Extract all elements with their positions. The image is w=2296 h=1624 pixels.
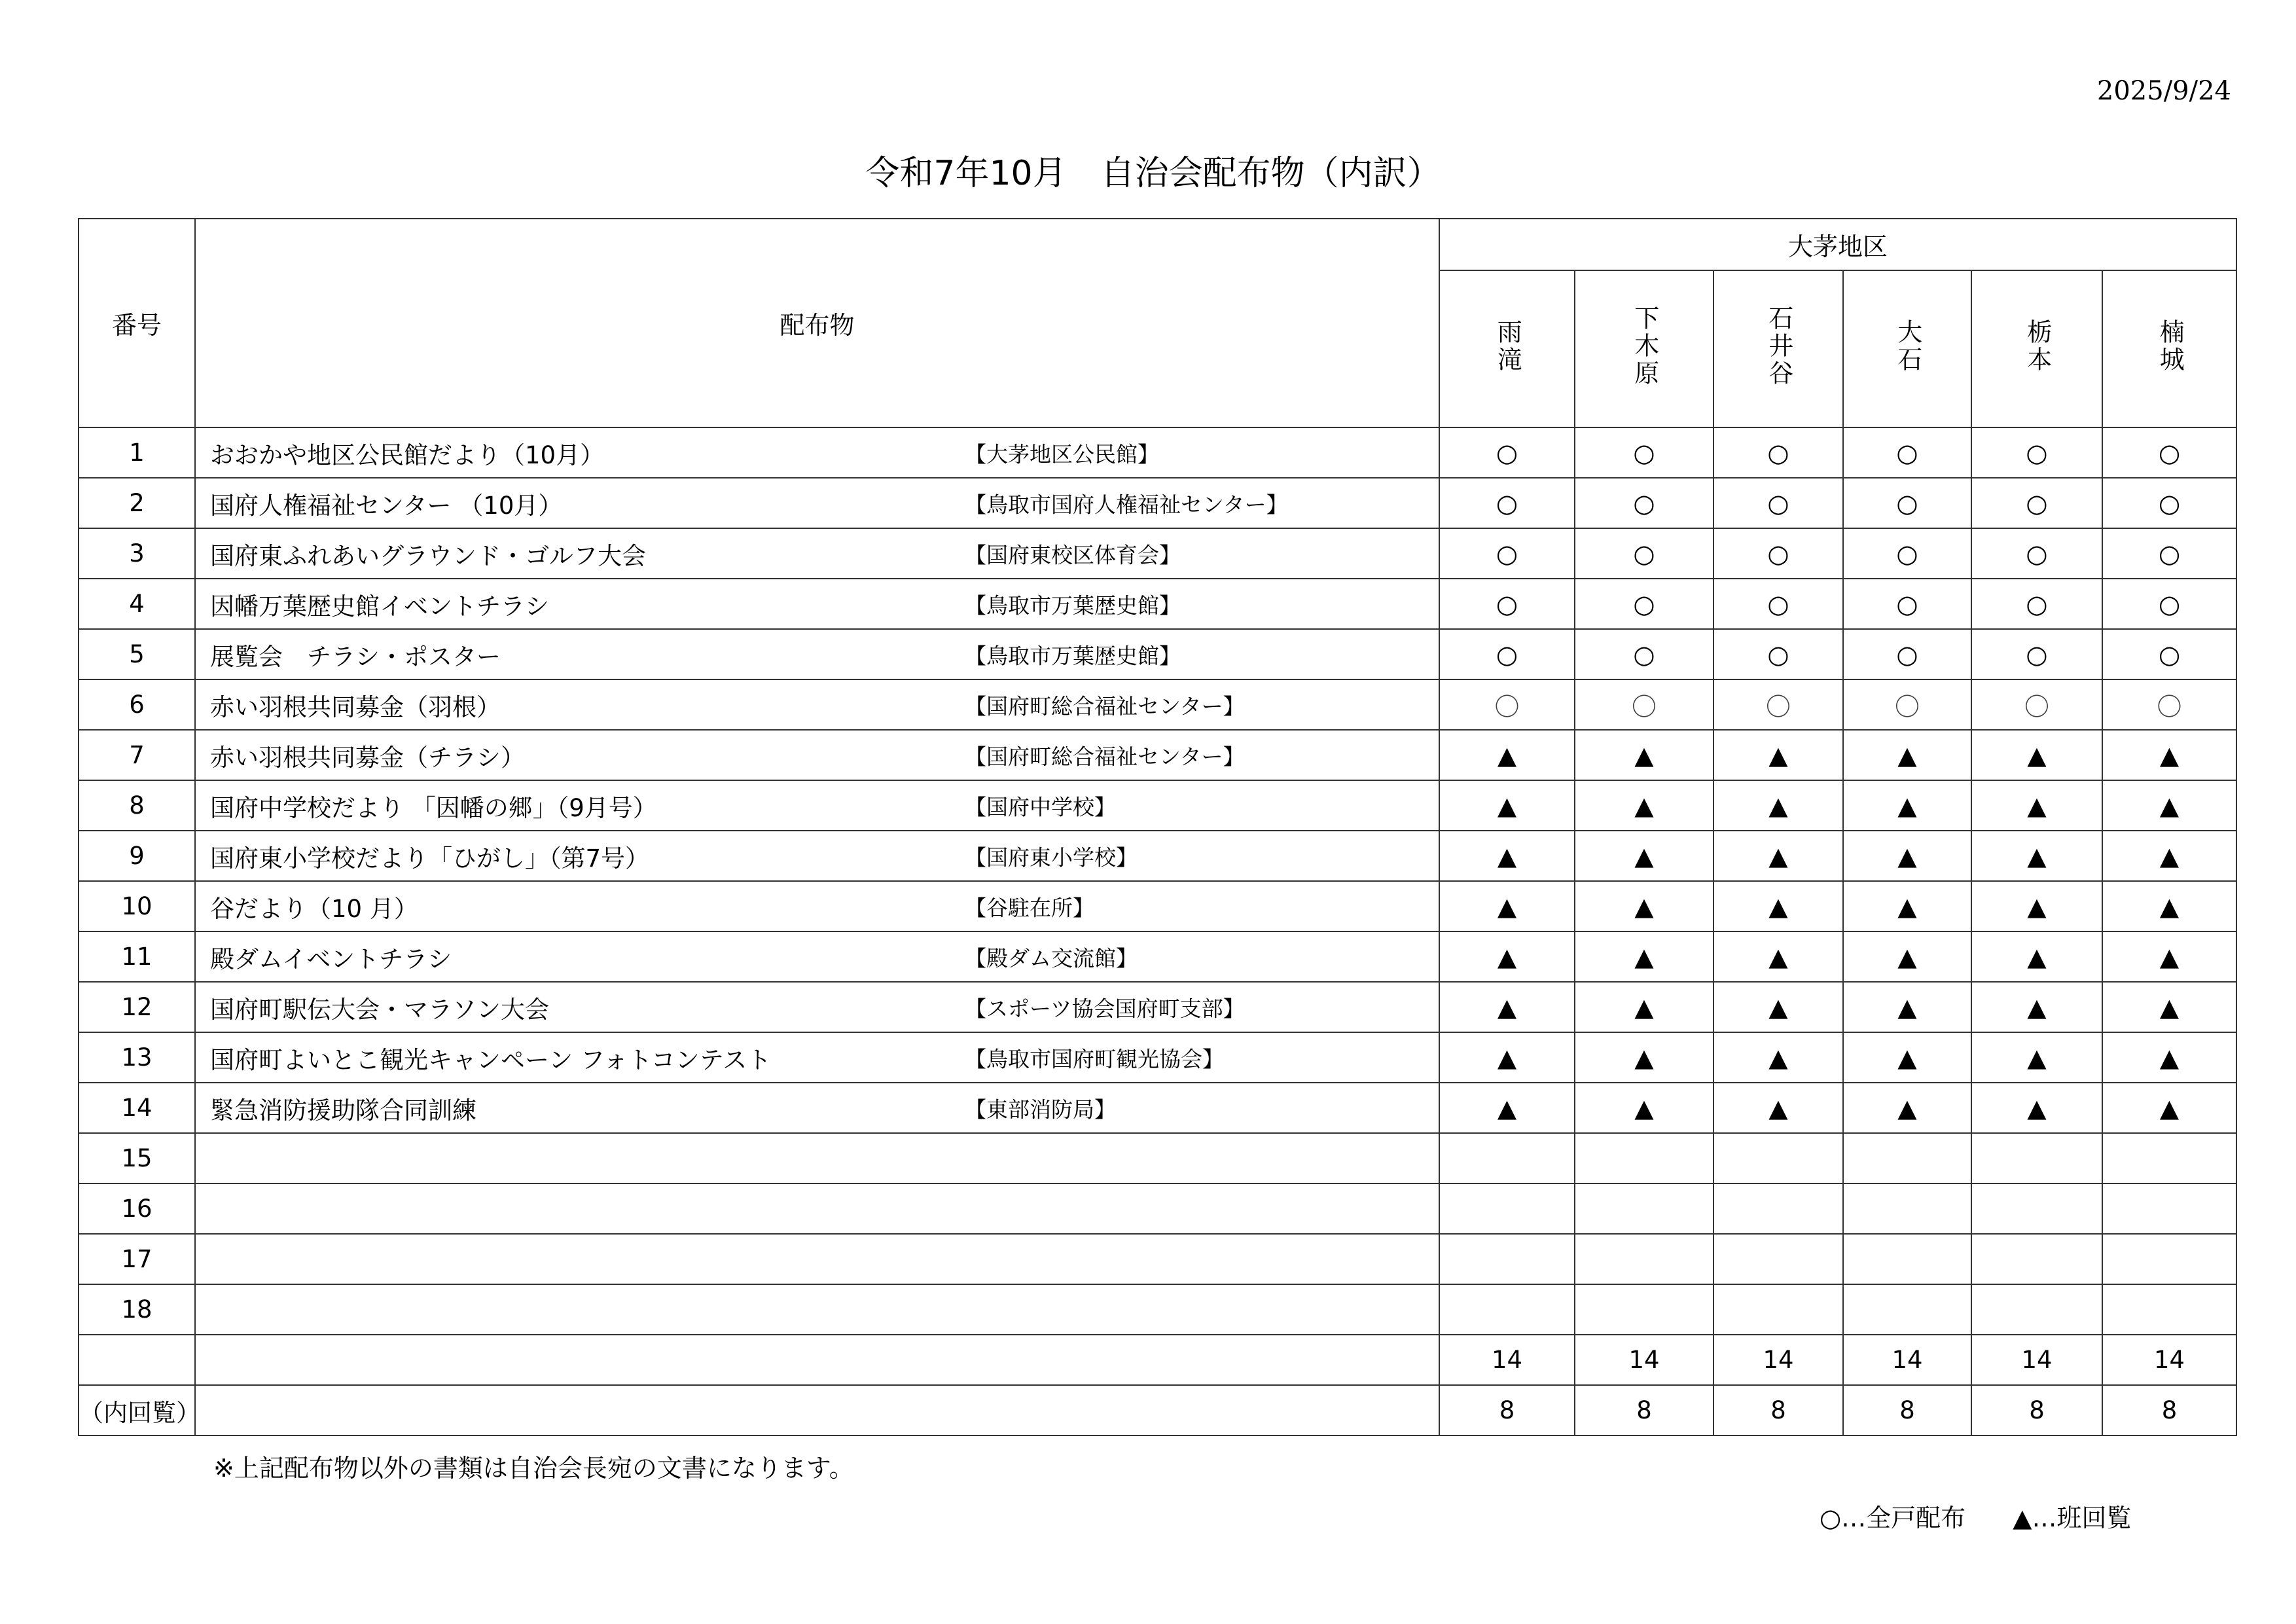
table-row	[79, 831, 2236, 881]
distribution-mark: ▲	[1713, 881, 1843, 931]
area-label: 栃本	[2022, 318, 2052, 374]
item-organization: 【谷駐在所】	[965, 895, 1094, 920]
distribution-mark: ○	[1971, 579, 2102, 629]
table-row	[79, 579, 2236, 629]
distribution-mark: ▲	[1439, 780, 1575, 831]
item-organization: 【国府町総合福祉センター】	[965, 744, 1245, 769]
row-number: 3	[79, 528, 195, 579]
distribution-mark	[1971, 1234, 2102, 1284]
header-area	[1843, 270, 1971, 427]
table-row	[79, 730, 2236, 780]
distribution-mark: ▲	[1843, 780, 1971, 831]
distribution-mark: ▲	[1575, 1032, 1713, 1083]
item-organization: 【国府東小学校】	[965, 844, 1138, 870]
item-name: 緊急消防援助隊合同訓練	[210, 1096, 476, 1125]
circulation-count: 8	[1439, 1385, 1575, 1435]
distribution-mark: ▲	[1971, 730, 2102, 780]
distribution-mark: ○	[1971, 629, 2102, 679]
item-organization: 【スポーツ協会国府町支部】	[965, 996, 1245, 1021]
total-count: 14	[1575, 1335, 1713, 1385]
legend	[1820, 1498, 2171, 1534]
header-number: 番号	[79, 219, 195, 427]
item-organization: 【東部消防局】	[965, 1096, 1116, 1122]
row-number: 8	[79, 780, 195, 831]
area-label: 大石	[1893, 318, 1922, 374]
area-label: 石井谷	[1764, 304, 1793, 388]
item-cell	[195, 831, 1439, 881]
distribution-mark: ▲	[2102, 780, 2236, 831]
distribution-mark	[1713, 1284, 1843, 1335]
distribution-mark: 〇	[1713, 679, 1843, 730]
distribution-mark: ○	[1575, 629, 1713, 679]
item-organization: 【鳥取市万葉歴史館】	[965, 592, 1181, 618]
total-count: 14	[1843, 1335, 1971, 1385]
distribution-mark: ▲	[1439, 881, 1575, 931]
distribution-mark: 〇	[1843, 679, 1971, 730]
distribution-mark	[1575, 1234, 1713, 1284]
item-cell	[195, 1032, 1439, 1083]
item-name: 殿ダムイベントチラシ	[210, 945, 452, 973]
item-name: 国府町駅伝大会・マラソン大会	[210, 995, 549, 1024]
distribution-mark: ○	[1971, 528, 2102, 579]
item-organization: 【鳥取市万葉歴史館】	[965, 643, 1181, 668]
item-organization: 【国府中学校】	[965, 794, 1116, 820]
row-number: 16	[79, 1183, 195, 1234]
row-number: 2	[79, 478, 195, 528]
distribution-mark: ▲	[2102, 1083, 2236, 1133]
distribution-mark: ○	[1575, 528, 1713, 579]
item-name: 国府人権福祉センター （10月）	[210, 491, 563, 520]
distribution-mark: ▲	[1843, 931, 1971, 982]
footnote: ※上記配布物以外の書類は自治会長宛の文書になります。	[213, 1454, 854, 1483]
item-cell	[195, 982, 1439, 1032]
row-number: 6	[79, 679, 195, 730]
legend-all-households: ○…全戸配布	[1820, 1504, 1966, 1532]
distribution-mark: ▲	[1575, 982, 1713, 1032]
item-cell	[195, 1234, 1439, 1284]
row-number: 4	[79, 579, 195, 629]
distribution-mark	[1575, 1284, 1713, 1335]
item-organization: 【大茅地区公民館】	[965, 441, 1159, 467]
item-organization: 【国府町総合福祉センター】	[965, 693, 1245, 719]
table-row	[79, 982, 2236, 1032]
distribution-mark: 〇	[2102, 679, 2236, 730]
header-area	[1971, 270, 2102, 427]
item-name: 赤い羽根共同募金（羽根）	[210, 693, 501, 721]
item-cell	[195, 1284, 1439, 1335]
distribution-mark	[1439, 1284, 1575, 1335]
header-area	[1439, 270, 1575, 427]
header-item: 配布物	[195, 219, 1439, 427]
distribution-mark: 〇	[1575, 679, 1713, 730]
distribution-mark: ▲	[1843, 1032, 1971, 1083]
distribution-mark	[1575, 1183, 1713, 1234]
distribution-mark: ▲	[1843, 1083, 1971, 1133]
distribution-mark	[1439, 1234, 1575, 1284]
area-label: 下木原	[1630, 304, 1659, 388]
row-number: 17	[79, 1234, 195, 1284]
table-row	[79, 1133, 2236, 1183]
distribution-mark: ○	[1843, 528, 1971, 579]
item-cell	[195, 780, 1439, 831]
distribution-mark: ○	[1439, 528, 1575, 579]
table-row	[79, 629, 2236, 679]
distribution-mark: ○	[1439, 579, 1575, 629]
header-area	[1575, 270, 1713, 427]
document-date: 2025/9/24	[2096, 76, 2231, 106]
distribution-mark	[1843, 1183, 1971, 1234]
distribution-mark: ▲	[2102, 730, 2236, 780]
item-name: 国府東ふれあいグラウンド・ゴルフ大会	[210, 541, 646, 570]
row-number: 18	[79, 1284, 195, 1335]
distribution-mark	[1439, 1133, 1575, 1183]
item-cell	[195, 528, 1439, 579]
distribution-mark: ○	[2102, 528, 2236, 579]
item-organization: 【殿ダム交流館】	[965, 945, 1138, 971]
item-cell	[195, 679, 1439, 730]
legend-circulation: ▲…班回覧	[2013, 1504, 2132, 1532]
totals-row	[79, 1335, 2236, 1385]
item-cell	[195, 1133, 1439, 1183]
circulation-count: 8	[2102, 1385, 2236, 1435]
distribution-mark: ○	[1439, 478, 1575, 528]
row-number: 12	[79, 982, 195, 1032]
item-name: 国府町よいとこ観光キャンペーン フォトコンテスト	[210, 1045, 772, 1074]
row-number: 1	[79, 427, 195, 478]
table-row	[79, 780, 2236, 831]
distribution-mark: ○	[1843, 629, 1971, 679]
circulation-count: 8	[1843, 1385, 1971, 1435]
distribution-mark: ○	[1575, 427, 1713, 478]
distribution-mark	[1713, 1133, 1843, 1183]
distribution-mark	[1575, 1133, 1713, 1183]
circulation-label: （内回覧）	[79, 1385, 195, 1435]
circulation-count: 8	[1971, 1385, 2102, 1435]
row-number: 5	[79, 629, 195, 679]
table-row	[79, 1234, 2236, 1284]
item-organization: 【鳥取市国府町観光協会】	[965, 1046, 1224, 1072]
distribution-mark: ▲	[1439, 1032, 1575, 1083]
item-name: 国府中学校だより 「因幡の郷」（9月号）	[210, 793, 657, 822]
empty-cell	[195, 1385, 1439, 1435]
total-count: 14	[2102, 1335, 2236, 1385]
distribution-mark: ▲	[1575, 1083, 1713, 1133]
row-number: 14	[79, 1083, 195, 1133]
distribution-mark	[1843, 1284, 1971, 1335]
header-district: 大茅地区	[1439, 219, 2236, 270]
distribution-mark: ○	[2102, 629, 2236, 679]
item-cell	[195, 478, 1439, 528]
distribution-mark	[1843, 1133, 1971, 1183]
distribution-mark: 〇	[1971, 679, 2102, 730]
distribution-mark: ▲	[1439, 831, 1575, 881]
distribution-mark	[1971, 1284, 2102, 1335]
distribution-mark: ▲	[1575, 730, 1713, 780]
distribution-mark: ▲	[1843, 730, 1971, 780]
distribution-mark: ○	[1439, 629, 1575, 679]
distribution-mark: ▲	[2102, 881, 2236, 931]
distribution-mark: ○	[2102, 478, 2236, 528]
distribution-mark: ▲	[1843, 982, 1971, 1032]
item-cell	[195, 579, 1439, 629]
distribution-mark: ○	[1713, 478, 1843, 528]
item-organization: 【鳥取市国府人権福祉センター】	[965, 492, 1288, 517]
distribution-mark: ▲	[1439, 1083, 1575, 1133]
distribution-mark: ○	[1843, 478, 1971, 528]
item-name: おおかや地区公民館だより（10月）	[210, 441, 605, 469]
distribution-mark: ○	[1439, 427, 1575, 478]
row-number: 11	[79, 931, 195, 982]
distribution-mark: ○	[1713, 629, 1843, 679]
area-label: 雨滝	[1493, 318, 1522, 374]
total-count: 14	[1713, 1335, 1843, 1385]
row-number: 7	[79, 730, 195, 780]
header-area	[1713, 270, 1843, 427]
distribution-mark: ▲	[1713, 831, 1843, 881]
distribution-mark: ▲	[1439, 982, 1575, 1032]
distribution-mark: ▲	[2102, 931, 2236, 982]
distribution-mark: ○	[1575, 478, 1713, 528]
distribution-mark: ○	[1713, 579, 1843, 629]
table-row	[79, 528, 2236, 579]
item-name: 国府東小学校だより「ひがし」（第7号）	[210, 844, 650, 873]
item-cell	[195, 629, 1439, 679]
table-row	[79, 1083, 2236, 1133]
distribution-mark: ▲	[1575, 881, 1713, 931]
table-row	[79, 679, 2236, 730]
distribution-mark: ○	[2102, 579, 2236, 629]
distribution-mark: ▲	[1575, 780, 1713, 831]
distribution-mark: ▲	[1713, 931, 1843, 982]
distribution-mark: ▲	[1971, 1083, 2102, 1133]
circulation-count: 8	[1713, 1385, 1843, 1435]
item-cell	[195, 427, 1439, 478]
item-cell	[195, 1183, 1439, 1234]
distribution-mark: ▲	[1843, 881, 1971, 931]
circulation-row	[79, 1385, 2236, 1435]
distribution-mark: ○	[1713, 427, 1843, 478]
total-count: 14	[1439, 1335, 1575, 1385]
distribution-mark: ▲	[1971, 1032, 2102, 1083]
item-cell	[195, 931, 1439, 982]
distribution-mark: ▲	[2102, 831, 2236, 881]
distribution-mark: ▲	[1971, 831, 2102, 881]
distribution-mark: ▲	[1971, 982, 2102, 1032]
distribution-mark	[1843, 1234, 1971, 1284]
distribution-mark: ▲	[1843, 831, 1971, 881]
distribution-mark	[1971, 1133, 2102, 1183]
distribution-table	[78, 218, 2237, 1436]
distribution-mark: ▲	[1439, 931, 1575, 982]
distribution-mark	[1713, 1234, 1843, 1284]
item-cell	[195, 730, 1439, 780]
total-count: 14	[1971, 1335, 2102, 1385]
distribution-mark: ○	[1713, 528, 1843, 579]
distribution-mark: ○	[1971, 427, 2102, 478]
item-name: 谷だより（10 月）	[210, 894, 418, 923]
table-row	[79, 931, 2236, 982]
table-row	[79, 478, 2236, 528]
distribution-mark: ○	[2102, 427, 2236, 478]
distribution-mark: ○	[1843, 427, 1971, 478]
table-row	[79, 1183, 2236, 1234]
table-row	[79, 427, 2236, 478]
row-number: 15	[79, 1133, 195, 1183]
distribution-mark: ○	[1843, 579, 1971, 629]
distribution-mark: ▲	[1713, 1032, 1843, 1083]
item-organization: 【国府東校区体育会】	[965, 542, 1181, 568]
distribution-mark	[2102, 1133, 2236, 1183]
table-row	[79, 1032, 2236, 1083]
distribution-mark: ▲	[1575, 831, 1713, 881]
distribution-mark: ▲	[1713, 730, 1843, 780]
distribution-mark	[1439, 1183, 1575, 1234]
distribution-mark: ▲	[1713, 982, 1843, 1032]
item-name: 展覧会 チラシ・ポスター	[210, 642, 501, 671]
empty-cell	[195, 1335, 1439, 1385]
item-name: 赤い羽根共同募金（チラシ）	[210, 743, 525, 772]
distribution-mark: ▲	[1971, 881, 2102, 931]
row-number: 9	[79, 831, 195, 881]
row-number: 13	[79, 1032, 195, 1083]
distribution-mark: ○	[1575, 579, 1713, 629]
distribution-mark: ▲	[1971, 780, 2102, 831]
area-label: 楠城	[2155, 318, 2185, 374]
distribution-mark: ▲	[2102, 982, 2236, 1032]
row-number: 10	[79, 881, 195, 931]
distribution-mark	[1971, 1183, 2102, 1234]
distribution-mark: ▲	[1575, 931, 1713, 982]
distribution-mark	[2102, 1234, 2236, 1284]
circulation-count: 8	[1575, 1385, 1713, 1435]
distribution-mark	[2102, 1183, 2236, 1234]
distribution-mark: ▲	[1439, 730, 1575, 780]
distribution-mark: ▲	[2102, 1032, 2236, 1083]
table-row	[79, 881, 2236, 931]
item-cell	[195, 881, 1439, 931]
header-area	[2102, 270, 2236, 427]
distribution-mark: ▲	[1971, 931, 2102, 982]
item-cell	[195, 1083, 1439, 1133]
item-name: 因幡万葉歴史館イベントチラシ	[210, 592, 549, 621]
page-title: 令和7年10月 自治会配布物（内訳）	[865, 154, 1441, 193]
distribution-mark: ▲	[1713, 1083, 1843, 1133]
table-row	[79, 1284, 2236, 1335]
empty-cell	[79, 1335, 195, 1385]
distribution-mark: ○	[1971, 478, 2102, 528]
distribution-mark	[2102, 1284, 2236, 1335]
distribution-mark: ▲	[1713, 780, 1843, 831]
distribution-mark: 〇	[1439, 679, 1575, 730]
distribution-mark	[1713, 1183, 1843, 1234]
